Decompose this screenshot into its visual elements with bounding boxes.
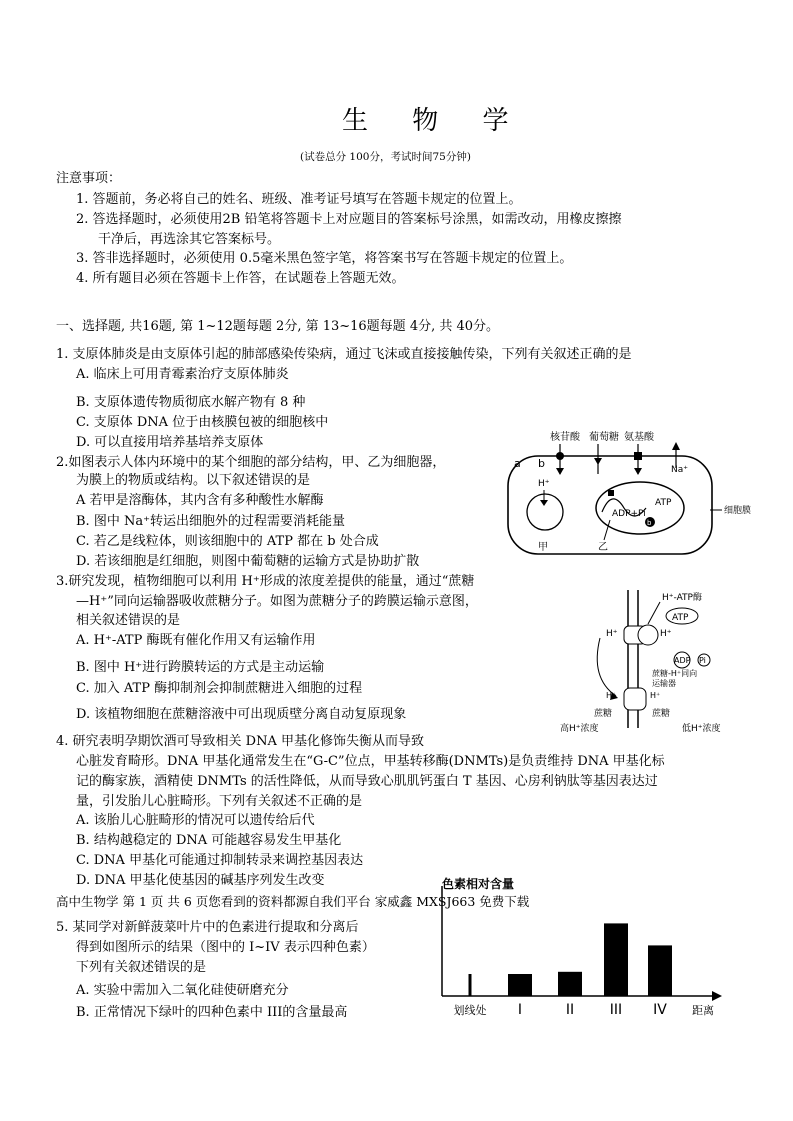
page-footer: 高中生物学 第 1 页 共 6 页您看到的资料都源自我们平台 家威鑫 MXSJ663 免费下载 (56, 894, 530, 909)
yi-label: 乙 (598, 542, 608, 553)
chart-ylabel: 色素相对含量 (442, 877, 515, 891)
exam-info: (试卷总分 100分，考试时间75分钟) (300, 151, 471, 163)
q4-option-d: D. DNA 甲基化使基因的碱基序列发生改变 (76, 873, 325, 888)
note-item: 3. 答非选择题时，必须使用 0.5毫米黑色签字笔，将答案书写在答题卡规定的位置上。 (76, 251, 573, 266)
q4-option-c: C. DNA 甲基化可能通过抑制转录来调控基因表达 (76, 853, 364, 868)
tick-label: I (517, 1002, 523, 1018)
sucrose-right: 蔗糖 (652, 709, 671, 719)
b-label: b (538, 457, 545, 470)
h-right-label: H⁺ (660, 629, 672, 639)
h-low-left: H⁺ (606, 691, 617, 700)
tick-label: II (565, 1002, 575, 1018)
note-item: 4. 所有题目必须在答题卡上作答，在试题卷上答题无效。 (76, 271, 405, 286)
q4-option-b: B. 结构越稳定的 DNA 可能越容易发生甲基化 (76, 833, 342, 848)
h-label: H⁺ (538, 479, 550, 489)
q4-stem: 记的酶家族，酒精使 DNMTs 的活性降低，从而导致心肌肌钙蛋白 T 基因、心房利钠肽等基因表达过 (76, 774, 658, 789)
note-item: 2. 答选择题时，必须使用2B 铅笔将答题卡上对应题目的答案标号涂黑，如需改动，用橡皮擦擦 (76, 212, 622, 227)
notes-heading: 注意事项： (56, 171, 122, 186)
q1-option-d: D. 可以直接用培养基培养支原体 (76, 435, 264, 450)
high-h-label: 高H⁺浓度 (560, 724, 599, 734)
note-item: 1. 答题前，务必将自己的姓名、班级、准考证号填写在答题卡规定的位置上。 (76, 192, 522, 207)
bar-II (558, 972, 582, 996)
b-site-label: b (647, 519, 652, 527)
bar-IV (648, 945, 672, 996)
q1-option-b: B. 支原体遗传物质彻底水解产物有 8 种 (76, 395, 306, 410)
q2-option-b: B. 图中 Na⁺转运出细胞外的过程需要消耗能量 (76, 514, 345, 529)
section-heading: 一、选择题, 共16题, 第 1~12题每题 2分, 第 13~16题每题 4分, 共 40分。 (56, 319, 500, 334)
q4-stem: 4. 研究表明孕期饮酒可导致相关 DNA 甲基化修饰失衡从而导致 (56, 734, 424, 749)
organelle-jia (527, 494, 563, 530)
q2-stem: 为膜上的物质或结构。以下叙述错误的是 (76, 473, 311, 488)
bar-origin (469, 974, 472, 996)
amino-acid-carrier (634, 452, 642, 460)
atp-label: ATP (672, 613, 689, 623)
q3-option-c: C. 加入 ATP 酶抑制剂会抑制蔗糖进入细胞的过程 (76, 681, 363, 696)
q5-stem: 得到如图所示的结果（图中的 I~IV 表示四种色素） (76, 940, 375, 955)
atpase-head (638, 625, 658, 645)
h-left-label: H⁺ (606, 629, 618, 639)
q3-stem: 3.研究发现，植物细胞可以利用 H⁺形成的浓度差提供的能量，通过“蔗糖 (56, 574, 475, 589)
q1-option-c: C. 支原体 DNA 位于由核膜包被的细胞核中 (76, 415, 329, 430)
h-low-right: H⁺ (650, 691, 661, 700)
glucose-label: 葡萄糖 (589, 432, 619, 443)
enzyme-label: H⁺-ATP酶 (662, 593, 702, 603)
q5-option-b: B. 正常情况下绿叶的四种色素中 III的含量最高 (76, 1005, 348, 1020)
q4-stem: 心脏发育畸形。DNA 甲基化通常发生在“G-C”位点，甲基转移酶(DNMTs)是负责维持 DNA 甲基化标 (76, 754, 665, 769)
q5-option-a: A. 实验中需加入二氧化硅使研磨充分 (76, 983, 289, 998)
atp-label: ATP (655, 498, 672, 508)
chart-xlabel: 距离 (692, 1004, 714, 1017)
q2-option-c: C. 若乙是线粒体，则该细胞中的 ATP 都在 b 处合成 (76, 534, 379, 549)
a-label: a (514, 457, 521, 470)
pi-label: Pi (699, 656, 706, 665)
note-item: 干净后，再选涂其它答案标号。 (98, 232, 281, 247)
cell-diagram (500, 428, 770, 558)
q1-stem: 1. 支原体肺炎是由支原体引起的肺部感染传染病，通过飞沫或直接接触传染，下列有关叙述正确的是 (56, 347, 632, 362)
page-title: 生 物 学 (342, 106, 527, 136)
adp-pi-label: ADP+Pi (612, 509, 646, 519)
cotransporter (624, 688, 646, 710)
low-h-label: 低H⁺浓度 (682, 724, 721, 734)
q5-stem: 下列有关叙述错误的是 (76, 960, 207, 975)
q4-stem: 量，引发胎儿心脏畸形。下列有关叙述不正确的是 (76, 794, 363, 809)
x-axis-arrow (712, 991, 722, 1001)
sucrose-transport-diagram (560, 588, 770, 736)
q3-stem: —H⁺”同向运输器吸收蔗糖分子。如图为蔗糖分子的跨膜运输示意图， (76, 594, 478, 609)
jia-label: 甲 (538, 542, 548, 553)
membrane-label: 细胞膜 (724, 506, 752, 516)
q2-stem: 2.如图表示人体内环境中的某个细胞的部分结构，甲、乙为细胞器， (56, 455, 446, 470)
amino-acid-label: 氨基酸 (624, 432, 654, 443)
pigment-bar-chart (430, 868, 730, 1024)
tick-label: III (609, 1002, 623, 1018)
tick-label: IV (653, 1002, 667, 1018)
nucleotide-carrier (556, 452, 564, 460)
bar-III (604, 923, 628, 996)
organelle-yi (596, 482, 684, 534)
q3-option-a: A. H⁺-ATP 酶既有催化作用又有运输作用 (76, 633, 316, 648)
q5-stem: 5. 某同学对新鲜菠菜叶片中的色素进行提取和分离后 (56, 920, 359, 935)
q4-option-a: A. 该胎儿心脏畸形的情况可以遗传给后代 (76, 813, 315, 828)
tick-label: 划线处 (453, 1004, 487, 1017)
nucleotide-label: 核苷酸 (550, 432, 580, 443)
na-label: Na⁺ (671, 465, 688, 475)
q2-option-a: A 若甲是溶酶体，其内含有多种酸性水解酶 (76, 493, 324, 508)
q2-option-d: D. 若该细胞是红细胞，则图中葡萄糖的运输方式是协助扩散 (76, 554, 420, 569)
adp-label: ADP (674, 656, 691, 665)
bar-I (508, 974, 532, 996)
q3-option-d: D. 该植物细胞在蔗糖溶液中可出现质壁分离自动复原现象 (76, 707, 407, 722)
sucrose-left: 蔗糖 (594, 709, 613, 719)
q3-stem: 相关叙述错误的是 (76, 613, 181, 628)
cotransporter-label-1: 蔗糖-H⁺同向 (652, 669, 698, 678)
cotransporter-label-2: 运输器 (652, 679, 676, 688)
q1-option-a: A. 临床上可用青霉素治疗支原体肺炎 (76, 367, 289, 382)
q3-option-b: B. 图中 H⁺进行跨膜转运的方式是主动运输 (76, 660, 325, 675)
